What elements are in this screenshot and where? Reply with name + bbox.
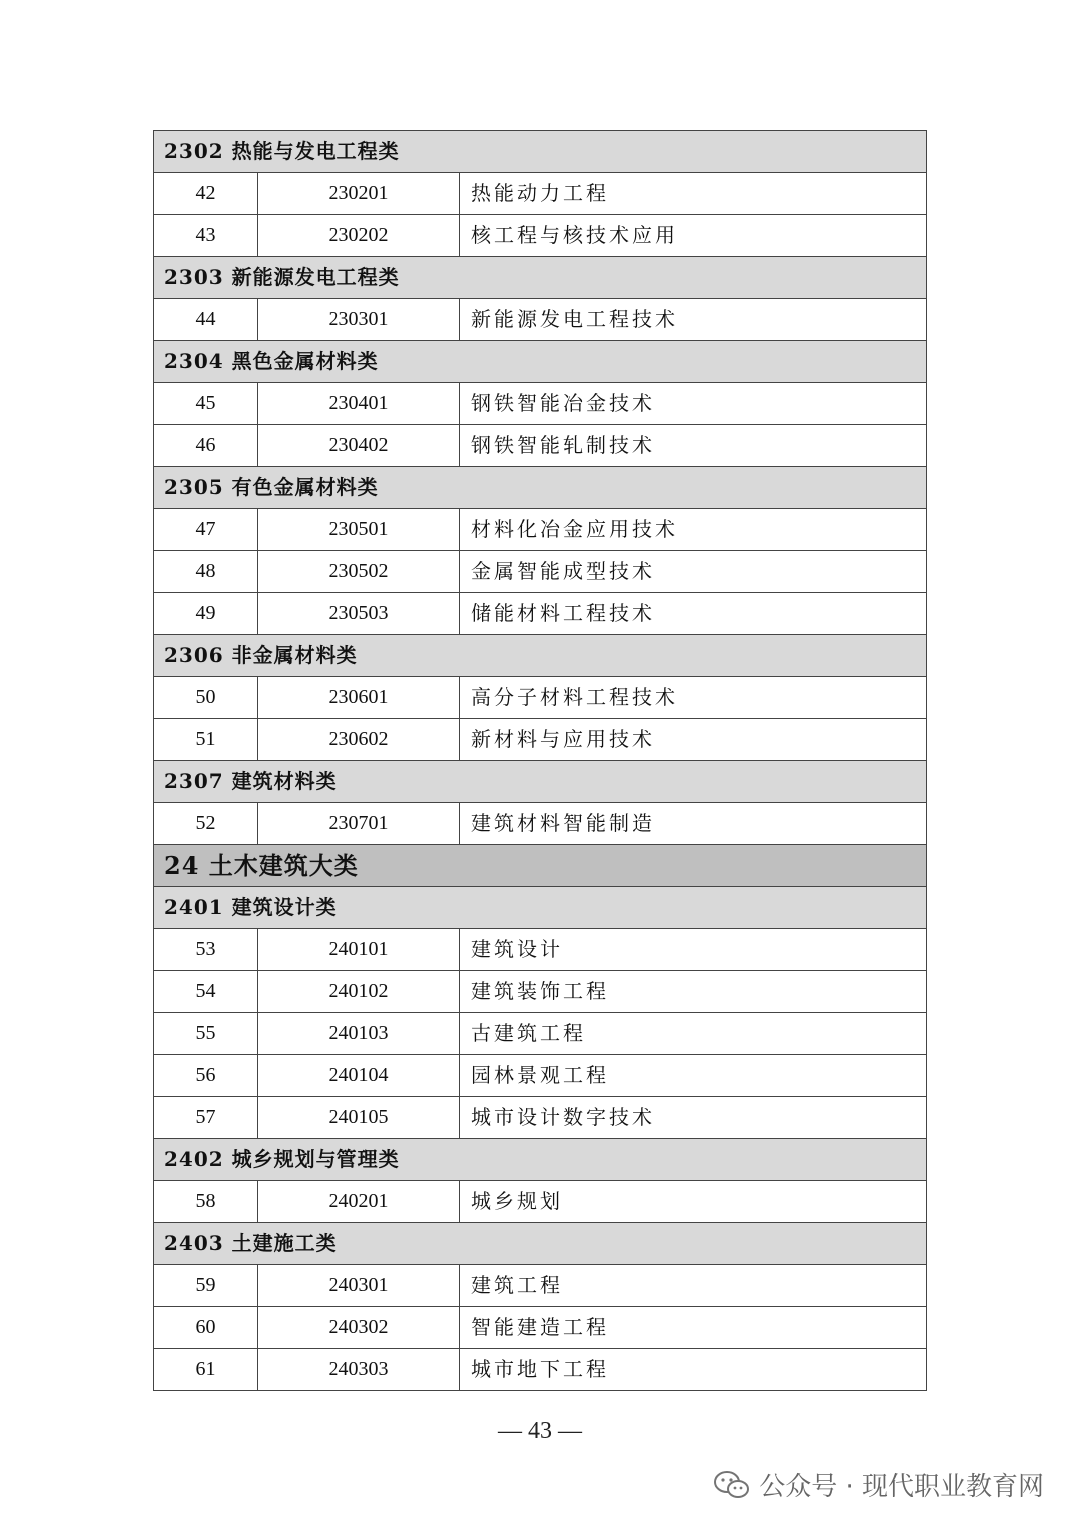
row-number: 53 — [154, 929, 258, 971]
row-number: 56 — [154, 1055, 258, 1097]
row-number: 61 — [154, 1349, 258, 1391]
major-name: 储能材料工程技术 — [460, 593, 927, 635]
page-number: — 43 — — [498, 1418, 582, 1444]
major-code: 240303 — [258, 1349, 460, 1391]
row-number: 60 — [154, 1307, 258, 1349]
table-row — [154, 1265, 927, 1307]
major-code: 240102 — [258, 971, 460, 1013]
major-name: 智能建造工程 — [460, 1307, 927, 1349]
category-label: 2401 建筑设计类 — [154, 887, 927, 929]
major-code: 230701 — [258, 803, 460, 845]
table-row — [154, 1013, 927, 1055]
table-row — [154, 173, 927, 215]
major-name: 城乡规划 — [460, 1181, 927, 1223]
major-name: 热能动力工程 — [460, 173, 927, 215]
table-row — [154, 215, 927, 257]
category-label: 2304 黑色金属材料类 — [154, 341, 927, 383]
row-number: 47 — [154, 509, 258, 551]
table-row — [154, 677, 927, 719]
major-code: 230503 — [258, 593, 460, 635]
row-number: 57 — [154, 1097, 258, 1139]
major-code: 240302 — [258, 1307, 460, 1349]
table-body — [154, 131, 927, 1391]
table-row — [154, 299, 927, 341]
row-number: 43 — [154, 215, 258, 257]
major-code: 230501 — [258, 509, 460, 551]
major-name: 核工程与核技术应用 — [460, 215, 927, 257]
major-name: 新材料与应用技术 — [460, 719, 927, 761]
row-number: 54 — [154, 971, 258, 1013]
table-row — [154, 929, 927, 971]
category-row — [154, 131, 927, 173]
table-row — [154, 593, 927, 635]
category-row — [154, 1223, 927, 1265]
major-code: 230601 — [258, 677, 460, 719]
major-name: 城市设计数字技术 — [460, 1097, 927, 1139]
category-row — [154, 467, 927, 509]
major-code: 230401 — [258, 383, 460, 425]
major-name: 城市地下工程 — [460, 1349, 927, 1391]
major-code: 240105 — [258, 1097, 460, 1139]
table-row — [154, 425, 927, 467]
row-number: 50 — [154, 677, 258, 719]
major-category-label: 24 土木建筑大类 — [154, 845, 927, 887]
major-code: 230402 — [258, 425, 460, 467]
table-row — [154, 803, 927, 845]
major-name: 古建筑工程 — [460, 1013, 927, 1055]
row-number: 45 — [154, 383, 258, 425]
category-label: 2307 建筑材料类 — [154, 761, 927, 803]
category-label: 2306 非金属材料类 — [154, 635, 927, 677]
major-code: 240201 — [258, 1181, 460, 1223]
category-row — [154, 761, 927, 803]
row-number: 42 — [154, 173, 258, 215]
major-list-table — [153, 130, 927, 1391]
watermark — [713, 1466, 1044, 1503]
major-name: 新能源发电工程技术 — [460, 299, 927, 341]
major-name: 建筑工程 — [460, 1265, 927, 1307]
major-name: 建筑装饰工程 — [460, 971, 927, 1013]
wechat-icon — [713, 1470, 751, 1500]
major-code: 240104 — [258, 1055, 460, 1097]
table-row — [154, 1181, 927, 1223]
major-code: 240301 — [258, 1265, 460, 1307]
row-number: 44 — [154, 299, 258, 341]
category-label: 2305 有色金属材料类 — [154, 467, 927, 509]
category-label: 2303 新能源发电工程类 — [154, 257, 927, 299]
major-code: 240103 — [258, 1013, 460, 1055]
table-row — [154, 383, 927, 425]
row-number: 52 — [154, 803, 258, 845]
table-row — [154, 971, 927, 1013]
watermark-text: 公众号 · 现代职业教育网 — [759, 1472, 1044, 1502]
row-number: 46 — [154, 425, 258, 467]
major-code: 230202 — [258, 215, 460, 257]
category-row — [154, 257, 927, 299]
table-row — [154, 1349, 927, 1391]
row-number: 49 — [154, 593, 258, 635]
row-number: 55 — [154, 1013, 258, 1055]
table-row — [154, 719, 927, 761]
major-code: 230502 — [258, 551, 460, 593]
major-name: 金属智能成型技术 — [460, 551, 927, 593]
category-row — [154, 635, 927, 677]
major-name: 高分子材料工程技术 — [460, 677, 927, 719]
table-row — [154, 509, 927, 551]
category-label: 2403 土建施工类 — [154, 1223, 927, 1265]
major-name: 材料化冶金应用技术 — [460, 509, 927, 551]
category-label: 2402 城乡规划与管理类 — [154, 1139, 927, 1181]
row-number: 48 — [154, 551, 258, 593]
category-row — [154, 341, 927, 383]
category-row — [154, 1139, 927, 1181]
major-code: 230301 — [258, 299, 460, 341]
table-row — [154, 1097, 927, 1139]
major-code: 240101 — [258, 929, 460, 971]
table-row — [154, 551, 927, 593]
major-code: 230201 — [258, 173, 460, 215]
table-row — [154, 1307, 927, 1349]
major-name: 建筑设计 — [460, 929, 927, 971]
major-name: 园林景观工程 — [460, 1055, 927, 1097]
major-code: 230602 — [258, 719, 460, 761]
row-number: 58 — [154, 1181, 258, 1223]
category-row — [154, 887, 927, 929]
major-name: 建筑材料智能制造 — [460, 803, 927, 845]
row-number: 59 — [154, 1265, 258, 1307]
row-number: 51 — [154, 719, 258, 761]
category-label: 2302 热能与发电工程类 — [154, 131, 927, 173]
table-row — [154, 1055, 927, 1097]
major-name: 钢铁智能轧制技术 — [460, 425, 927, 467]
major-name: 钢铁智能冶金技术 — [460, 383, 927, 425]
major-category-row — [154, 845, 927, 887]
